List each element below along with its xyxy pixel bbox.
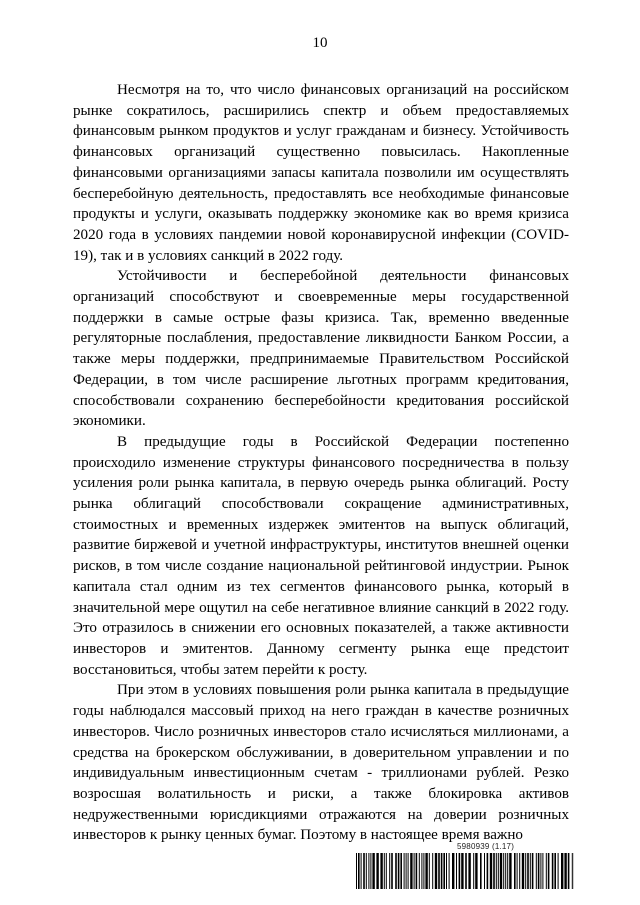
- paragraph-3: В предыдущие годы в Российской Федерации постепенно происходило изменение структуры финансового посредничества в пользу усиления роли рынка капитала, в первую очередь рынка облигаций. Росту рынка облигаций способствовали сокращение административных, стоимостных и временных издержек эмитентов на выпуск облигаций, развитие биржевой и учетной инфраструктуры, институтов внешней оценки рисков, в том числе создание национальной рейтинговой индустрии. Рынок капитала стал одним из тех сегментов финансового рынка, который в значительной мере ощутил на себе негативное влияние санкций в 2022 году. Это отразилось в снижении его основных показателей, а также активности инвесторов и эмитентов. Данному сегменту рынка еще предстоит восстановиться, чтобы затем перейти к росту.: [73, 433, 569, 678]
- document-stamp: [356, 842, 574, 892]
- stamp-code: 5980939 (1.17): [457, 842, 515, 851]
- paragraph-1: Несмотря на то, что число финансовых организаций на российском рынке сократилось, расширились спектр и объем предоставляемых финансовым рынком продуктов и услуг гражданам и бизнесу. Устойчивость финансовых организаций существенно повысилась. Накопленные финансовыми организациями запасы капитала позволили им осуществлять бесперебойную деятельность, предоставлять все необходимые финансовые продукты и услуги, оказывать поддержку экономике как во время кризиса 2020 года в условиях пандемии новой коронавирусной инфекции (COVID-19), так и в условиях санкций в 2022 году.: [73, 82, 569, 264]
- barcode-icon: [356, 853, 574, 889]
- page-number: 10: [312, 35, 328, 51]
- paragraph-4: При этом в условиях повышения роли рынка капитала в предыдущие годы наблюдался массовый приход на него граждан в качестве розничных инвесторов. Число розничных инвесторов стало исчисляться миллионами, а средства на брокерском обслуживании, в доверительном управлении и по индивидуальным инвестиционным счетам - триллионами рублей. Резко возросшая волатильность и риски, а также блокировка активов недружественными юрисдикциями отражаются на доверии розничных инвесторов к рынку ценных бумаг. Поэтому в настоящее время важно: [73, 682, 569, 844]
- paragraph-2: Устойчивости и бесперебойной деятельности финансовых организаций способствуют и своевременные меры государственной поддержки в самые острые фазы кризиса. Так, временно введенные регуляторные послабления, предоставление ликвидности Банком России, а также меры поддержки, предпринимаемые Правительством Российской Федерации, в том числе расширение льготных программ кредитования, способствовали сохранению бесперебойности кредитования российской экономики.: [73, 268, 569, 430]
- body-text: [73, 80, 569, 846]
